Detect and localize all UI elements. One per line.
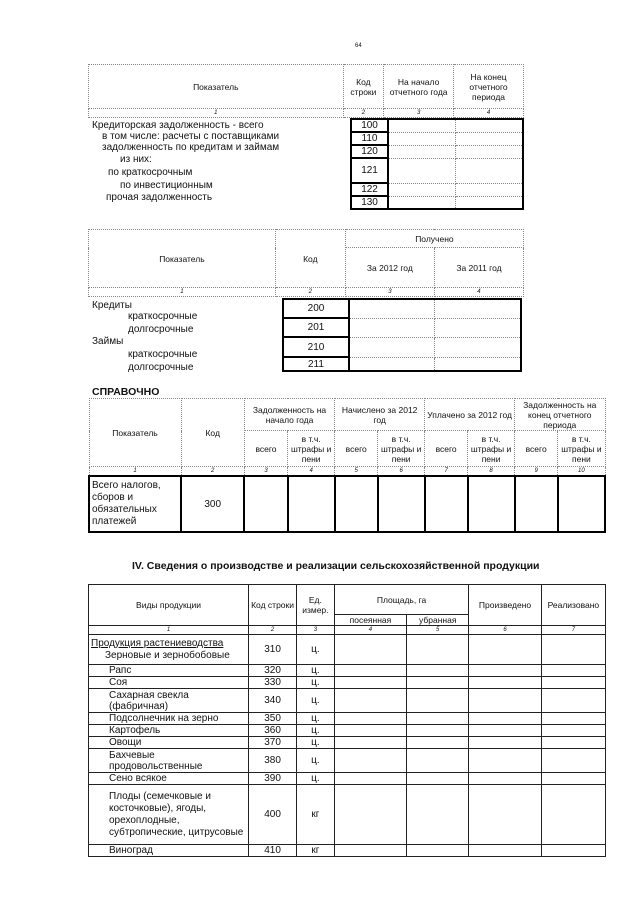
col-number: 9 xyxy=(515,467,558,477)
header-sown: посеянная xyxy=(334,615,406,626)
row-code: 390 xyxy=(249,773,297,785)
header-produced: Произведено xyxy=(469,585,541,626)
table-row xyxy=(89,713,606,725)
header-total: всего xyxy=(335,431,378,467)
row-label: долгосрочные xyxy=(128,362,194,373)
value-cell[interactable] xyxy=(541,785,605,845)
row-label: долгосрочные xyxy=(128,324,194,335)
col-number: 2 xyxy=(275,288,345,297)
value-cell[interactable] xyxy=(435,299,521,318)
row-code: 100 xyxy=(351,119,388,132)
row-label: в том числе: расчеты с поставщиками xyxy=(102,131,280,142)
value-cell[interactable] xyxy=(349,357,435,371)
value-cell[interactable] xyxy=(407,785,469,845)
value-cell[interactable] xyxy=(469,665,541,677)
header-incl: в т.ч. штрафы и пени xyxy=(288,431,335,467)
table-row xyxy=(89,773,606,785)
table-row xyxy=(89,665,606,677)
table-row xyxy=(89,689,606,713)
row-unit: ц. xyxy=(297,689,335,713)
header-debt-end: Задолженность на конец отчетного периода xyxy=(515,399,605,431)
header-incl: в т.ч. штрафы и пени xyxy=(468,431,515,467)
value-cell[interactable] xyxy=(456,132,523,145)
header-code: Код строки xyxy=(249,585,297,626)
group-label: Продукция растениеводства xyxy=(91,637,224,649)
section4-title: IV. Сведения о производстве и реализации сельскохозяйственной продукции xyxy=(132,560,540,572)
value-cell[interactable] xyxy=(469,677,541,689)
header-indicator: Показатель xyxy=(89,230,276,288)
value-cell[interactable] xyxy=(435,318,521,337)
header-debt-start: Задолженность на начало года xyxy=(244,399,334,431)
value-cell[interactable] xyxy=(334,725,406,737)
row-label: Картофель xyxy=(89,725,249,737)
header-unit: Ед. измер. xyxy=(297,585,335,626)
row-unit: ц. xyxy=(297,677,335,689)
header-code: Код строки xyxy=(343,65,384,109)
row-code: 300 xyxy=(181,476,244,532)
header-code: Код xyxy=(181,399,244,467)
value-cell[interactable] xyxy=(407,749,469,773)
col-number: 1 xyxy=(89,288,276,297)
row-label: Кредиты xyxy=(92,300,132,311)
col-number: 3 xyxy=(345,288,434,297)
value-cell[interactable] xyxy=(541,677,605,689)
reference-title: СПРАВОЧНО xyxy=(92,386,160,398)
value-cell[interactable] xyxy=(407,737,469,749)
row-label: Подсолнечник на зерно xyxy=(89,713,249,725)
row-code: 310 xyxy=(249,635,297,665)
header-total: всего xyxy=(244,431,287,467)
header-2011: За 2011 год xyxy=(434,248,523,288)
value-cell[interactable] xyxy=(407,845,469,857)
value-cell[interactable] xyxy=(469,725,541,737)
header-total: всего xyxy=(515,431,558,467)
value-cell[interactable] xyxy=(456,145,523,158)
table-loans xyxy=(88,229,524,297)
value-cell[interactable] xyxy=(334,737,406,749)
col-number: 4 xyxy=(288,467,335,477)
row-code: 320 xyxy=(249,665,297,677)
row-code: 370 xyxy=(249,737,297,749)
row-label: Рапс xyxy=(89,665,249,677)
col-number: 2 xyxy=(249,626,297,635)
value-cell[interactable] xyxy=(469,635,541,665)
value-cell[interactable] xyxy=(334,845,406,857)
col-number: 10 xyxy=(558,467,605,477)
col-number: 4 xyxy=(334,626,406,635)
table1-data-grid xyxy=(350,118,524,210)
value-cell[interactable] xyxy=(288,476,335,532)
header-product: Виды продукции xyxy=(89,585,249,626)
row-label: краткосрочные xyxy=(128,311,198,322)
row-code: 380 xyxy=(249,749,297,773)
table2-data-grid xyxy=(282,298,522,372)
value-cell[interactable] xyxy=(435,337,521,357)
row-label: из них: xyxy=(120,154,152,165)
col-number: 4 xyxy=(454,109,524,118)
value-cell[interactable] xyxy=(334,635,406,665)
header-area: Площадь, га xyxy=(334,585,469,615)
table-row xyxy=(89,737,606,749)
row-unit: кг xyxy=(297,845,335,857)
col-number: 8 xyxy=(468,467,515,477)
row-code: 130 xyxy=(351,196,388,209)
row-label: Кредиторская задолженность - всего xyxy=(92,120,264,131)
col-number: 1 xyxy=(89,109,344,118)
value-cell[interactable] xyxy=(456,196,523,209)
value-cell[interactable] xyxy=(541,737,605,749)
col-number: 5 xyxy=(335,467,378,477)
value-cell[interactable] xyxy=(541,845,605,857)
table-row xyxy=(89,785,606,845)
value-cell[interactable] xyxy=(469,713,541,725)
table-payables xyxy=(88,64,524,118)
header-paid: Уплачено за 2012 год xyxy=(425,399,515,431)
row-unit: ц. xyxy=(297,665,335,677)
row-label: Зерновые и зернобобовые xyxy=(105,649,230,661)
value-cell[interactable] xyxy=(469,785,541,845)
table-row xyxy=(89,845,606,857)
header-received: Получено xyxy=(345,230,523,248)
value-cell[interactable] xyxy=(407,689,469,713)
value-cell[interactable] xyxy=(334,713,406,725)
value-cell[interactable] xyxy=(388,183,455,196)
col-number: 7 xyxy=(541,626,605,635)
row-label: Овощи xyxy=(89,737,249,749)
header-2012: За 2012 год xyxy=(345,248,434,288)
table-row xyxy=(89,749,606,773)
row-unit: ц. xyxy=(297,773,335,785)
row-code: 210 xyxy=(283,337,349,357)
row-code: 330 xyxy=(249,677,297,689)
row-label: прочая задолженность xyxy=(106,192,213,203)
row-code: 360 xyxy=(249,725,297,737)
row-label: Сахарная свекла (фабричная) xyxy=(89,689,249,713)
row-unit: ц. xyxy=(297,713,335,725)
value-cell[interactable] xyxy=(469,689,541,713)
value-cell[interactable] xyxy=(334,773,406,785)
value-cell[interactable] xyxy=(469,737,541,749)
value-cell[interactable] xyxy=(541,749,605,773)
value-cell[interactable] xyxy=(334,689,406,713)
header-harvested: убранная xyxy=(407,615,469,626)
value-cell[interactable] xyxy=(558,476,605,532)
table-row xyxy=(89,677,606,689)
value-cell[interactable] xyxy=(388,132,455,145)
row-code: 122 xyxy=(351,183,388,196)
value-cell[interactable] xyxy=(335,476,378,532)
value-cell[interactable] xyxy=(456,158,523,183)
header-start: На начало отчетного года xyxy=(384,65,454,109)
value-cell[interactable] xyxy=(349,318,435,337)
value-cell[interactable] xyxy=(388,158,455,183)
value-cell[interactable] xyxy=(349,299,435,318)
value-cell[interactable] xyxy=(407,725,469,737)
row-code: 110 xyxy=(351,132,388,145)
row-code: 120 xyxy=(351,145,388,158)
value-cell[interactable] xyxy=(388,145,455,158)
col-number: 6 xyxy=(378,467,425,477)
value-cell[interactable] xyxy=(425,476,468,532)
header-accrued: Начислено за 2012 год xyxy=(335,399,425,431)
col-number: 5 xyxy=(407,626,469,635)
row-code: 121 xyxy=(351,158,388,183)
row-label: Сено всякое xyxy=(89,773,249,785)
value-cell[interactable] xyxy=(469,845,541,857)
value-cell[interactable] xyxy=(407,635,469,665)
col-number: 2 xyxy=(181,467,244,477)
value-cell[interactable] xyxy=(388,119,455,132)
value-cell[interactable] xyxy=(378,476,425,532)
page-number: 64 xyxy=(355,43,362,49)
row-code: 400 xyxy=(249,785,297,845)
value-cell[interactable] xyxy=(456,119,523,132)
header-incl: в т.ч. штрафы и пени xyxy=(558,431,605,467)
row-label: по инвестиционным xyxy=(120,180,213,191)
row-code: 340 xyxy=(249,689,297,713)
value-cell[interactable] xyxy=(334,749,406,773)
header-sold: Реализовано xyxy=(541,585,605,626)
value-cell[interactable] xyxy=(468,476,515,532)
row-code: 201 xyxy=(283,318,349,337)
value-cell[interactable] xyxy=(541,665,605,677)
row-code: 410 xyxy=(249,845,297,857)
value-cell[interactable] xyxy=(456,183,523,196)
row-label: Соя xyxy=(89,677,249,689)
row-code: 200 xyxy=(283,299,349,318)
col-number: 1 xyxy=(89,626,249,635)
row-unit: ц. xyxy=(297,749,335,773)
value-cell[interactable] xyxy=(541,773,605,785)
row-code: 211 xyxy=(283,357,349,371)
row-label: краткосрочные xyxy=(128,349,198,360)
header-end: На конец отчетного периода xyxy=(454,65,524,109)
table-taxes xyxy=(88,398,606,533)
col-number: 3 xyxy=(244,467,287,477)
value-cell[interactable] xyxy=(541,635,605,665)
value-cell[interactable] xyxy=(334,665,406,677)
col-number: 6 xyxy=(469,626,541,635)
col-number: 1 xyxy=(89,467,181,477)
value-cell[interactable] xyxy=(407,713,469,725)
row-code: 350 xyxy=(249,713,297,725)
value-cell[interactable] xyxy=(541,713,605,725)
value-cell[interactable] xyxy=(435,357,521,371)
header-code: Код xyxy=(275,230,345,288)
row-unit: ц. xyxy=(297,737,335,749)
value-cell[interactable] xyxy=(541,725,605,737)
row-unit: ц. xyxy=(297,635,335,665)
value-cell[interactable] xyxy=(388,196,455,209)
header-total: всего xyxy=(425,431,468,467)
row-label: по краткосрочным xyxy=(108,167,193,178)
value-cell[interactable] xyxy=(515,476,558,532)
value-cell[interactable] xyxy=(469,749,541,773)
value-cell[interactable] xyxy=(469,773,541,785)
value-cell[interactable] xyxy=(407,773,469,785)
row-unit: ц. xyxy=(297,725,335,737)
row-label: Плоды (семечковые и косточковые), ягоды, орехоплодные, субтропические, цитрусовые xyxy=(89,785,249,845)
col-number: 3 xyxy=(384,109,454,118)
row-label: Займы xyxy=(92,336,124,347)
col-number: 7 xyxy=(425,467,468,477)
table-row xyxy=(89,725,606,737)
value-cell[interactable] xyxy=(349,337,435,357)
row-label: Виноград xyxy=(89,845,249,857)
value-cell[interactable] xyxy=(407,665,469,677)
header-indicator: Показатель xyxy=(89,65,344,109)
row-label: задолженность по кредитам и займам xyxy=(102,142,280,153)
col-number: 2 xyxy=(343,109,384,118)
value-cell[interactable] xyxy=(407,677,469,689)
row-label: Всего налогов, сборов и обязательных платежей xyxy=(89,476,181,532)
header-indicator: Показатель xyxy=(89,399,181,467)
row-unit: кг xyxy=(297,785,335,845)
table-agri-products xyxy=(88,584,606,857)
value-cell[interactable] xyxy=(244,476,287,532)
col-number: 3 xyxy=(297,626,335,635)
col-number: 4 xyxy=(434,288,523,297)
header-incl: в т.ч. штрафы и пени xyxy=(378,431,425,467)
row-label: Бахчевые продовольственные xyxy=(89,749,249,773)
value-cell[interactable] xyxy=(334,677,406,689)
value-cell[interactable] xyxy=(334,785,406,845)
value-cell[interactable] xyxy=(541,689,605,713)
